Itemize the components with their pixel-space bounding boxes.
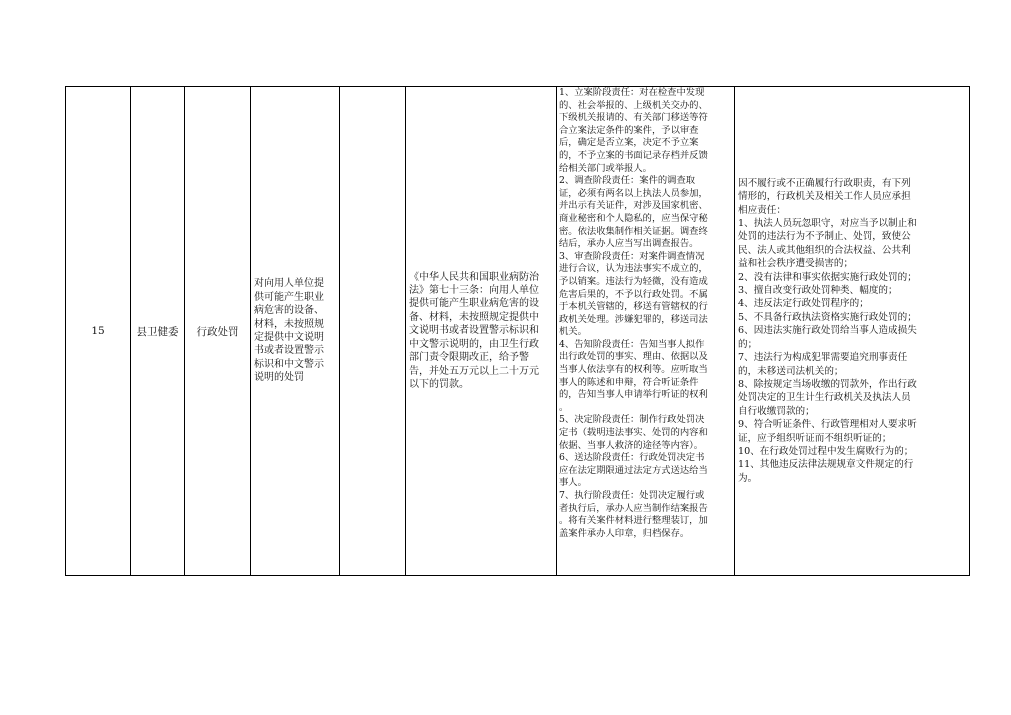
row-number: 15 xyxy=(66,87,131,576)
category-cell: 行政处罚 xyxy=(185,87,251,576)
table-row xyxy=(66,87,970,576)
sub-item-cell xyxy=(340,87,406,576)
department-cell: 县卫健委 xyxy=(131,87,185,576)
accountability-cell: 因不履行或不正确履行行政职责，有下列 情形的，行政机关及相关工作人员应承担 相应责任： 1、执法人员玩忽职守，对应当予以制止和 处罚的违法行为不予制止、处罚，致使公 民、法人或其他组织的合法权益、公共利 益和社会秩序遭受损害的； 2、没有法律和事实依据实施行政处罚的； 3、擅自改变行政处罚种类、幅度的； 4、违反法定行政处罚程序的； 5、不具备行政执法资格实施行政处罚的； 6、因违法实施行政处罚给当事人造成损失 的； 7、违法行为构成犯罪需要追究刑事责任 的，未移送司法机关的； 8、除按规定当场收缴的罚款外，作出行政 处罚决定的卫生计生行政机关及执法人员 自行收缴罚款的； 9、符合听证条件、行政管理相对人要求听 证，应予组织听证而不组织听证的； 10、在行政处罚过程中发生腐败行为的； 11、其他违反法律法规规章文件规定的行 为。 xyxy=(735,87,970,576)
legal-basis-cell: 《中华人民共和国职业病防治 法》第七十三条：向用人单位 提供可能产生职业病危害的设 备、材料，未按照规定提供中 文说明书或者设置警示标识和 中文警示说明的，由卫生行政 部门责令限期改正，给予警 告，并处五万元以上二十万元 以下的罚款。 xyxy=(406,87,557,576)
responsibility-cell: 1、立案阶段责任：对在检查中发现 的、社会举报的、上级机关交办的、 下级机关报请的、有关部门移送等符 合立案法定条件的案件，予以审查 后，确定是否立案，决定不予立案 的，不予立案的书面记录存档并反馈 给相关部门或举报人。 2、调查阶段责任：案件的调查取 证，必须有两名以上执法人员参加， 并出示有关证件，对涉及国家机密、 商业秘密和个人隐私的，应当保守秘 密。依法收集制作相关证据。调查终 结后，承办人应当写出调查报告。 3、审查阶段责任：对案件调查情况 进行合议，认为违法事实不成立的， 予以销案。违法行为轻微，没有造成 危害后果的，不予以行政处罚。不属 于本机关管辖的，移送有管辖权的行 政机关处理。涉嫌犯罪的，移送司法 机关。 4、告知阶段责任：告知当事人拟作 出行政处罚的事实、理由、依据以及 当事人依法享有的权利等。应听取当 事人的陈述和申辩，符合听证条件 的，告知当事人申请举行听证的权利 。 5、决定阶段责任：制作行政处罚决 定书（载明违法事实、处罚的内容和 依据、当事人救济的途径等内容）。 6、送达阶段责任：行政处罚决定书 应在法定期限通过法定方式送达给当 事人。 7、执行阶段责任：处罚决定履行或 者执行后，承办人应当制作结案报告 。将有关案件材料进行整理装订，加 盖案件承办人印章，归档保存。 xyxy=(557,87,735,576)
power-list-table xyxy=(65,86,970,576)
item-name-cell: 对向用人单位提 供可能产生职业 病危害的设备、 材料，未按照规 定提供中文说明 书或者设置警示 标识和中文警示 说明的处罚 xyxy=(251,87,340,576)
